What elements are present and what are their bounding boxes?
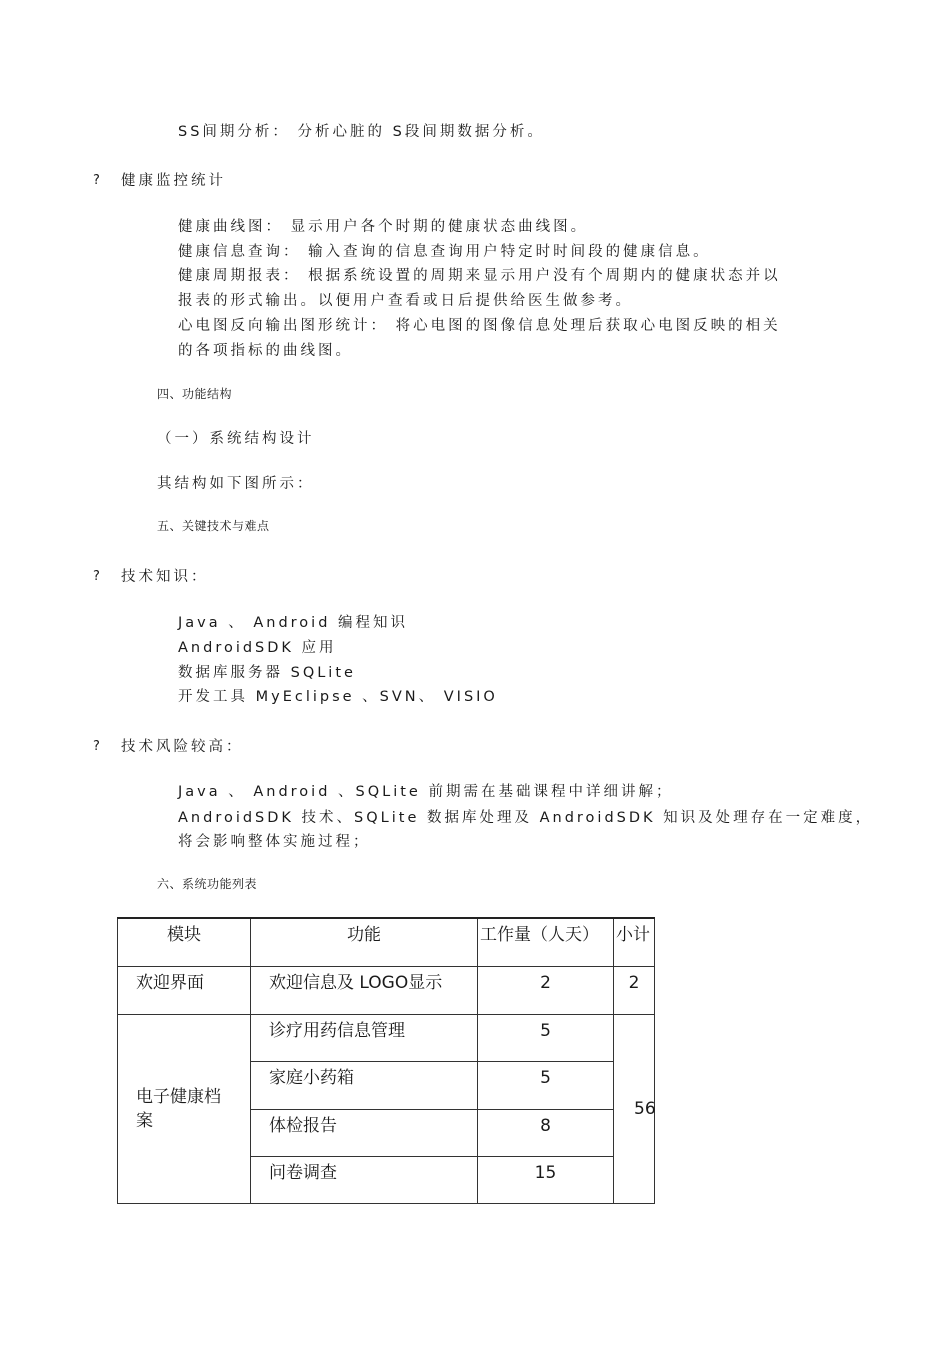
tech-risk-heading: 技术风险较高： <box>121 739 244 755</box>
table-header-row <box>118 918 655 966</box>
cell-module-ehr: 电子健康档案 <box>118 1014 251 1203</box>
header-function: 功能 <box>251 918 478 966</box>
cell-func: 家庭小药箱 <box>251 1061 478 1109</box>
risk-line-2: AndroidSDK 技术、SQLite 数据库处理及 AndroidSDK 知识及处理存在一定难度， <box>178 810 874 826</box>
section-5-heading: 五、关键技术与难点 <box>157 519 270 533</box>
risk-line-1: Java 、 Android 、SQLite 前期需在基础课程中详细讲解； <box>178 784 674 800</box>
header-workload: 工作量（人天） <box>478 918 614 966</box>
tech-item-sqlite: 数据库服务器 SQLite <box>178 665 356 681</box>
cell-work: 8 <box>478 1109 614 1156</box>
risk-line-3: 将会影响整体实施过程； <box>178 834 371 850</box>
bullet-marker: ? <box>93 739 100 754</box>
cell-func: 诊疗用药信息管理 <box>251 1014 478 1061</box>
bullet-marker: ? <box>93 173 100 188</box>
function-list-table <box>117 917 655 1204</box>
header-module: 模块 <box>118 918 251 966</box>
tech-item-sdk: AndroidSDK 应用 <box>178 640 337 656</box>
section-4-heading: 四、功能结构 <box>157 387 233 401</box>
health-report-line-2: 报表的形式输出。以便用户查看或日后提供给医生做参考。 <box>178 293 633 309</box>
header-subtotal: 小计 <box>614 918 655 966</box>
bullet-marker: ? <box>93 569 100 584</box>
section-6-heading: 六、系统功能列表 <box>157 877 258 891</box>
cell-func-welcome: 欢迎信息及 LOGO显示 <box>251 966 478 1014</box>
cell-work: 15 <box>478 1156 614 1203</box>
tech-knowledge-heading: 技术知识： <box>121 569 209 585</box>
table-row <box>118 966 655 1014</box>
health-query-line: 健康信息查询： 输入查询的信息查询用户特定时时间段的健康信息。 <box>178 244 711 260</box>
cell-work: 5 <box>478 1014 614 1061</box>
cell-func: 问卷调查 <box>251 1156 478 1203</box>
health-curve-line: 健康曲线图： 显示用户各个时期的健康状态曲线图。 <box>178 219 589 235</box>
ecg-line-1: 心电图反向输出图形统计： 将心电图的图像信息处理后获取心电图反映的相关 <box>178 318 781 334</box>
cell-module-welcome: 欢迎界面 <box>118 966 251 1014</box>
cell-func: 体检报告 <box>251 1109 478 1156</box>
table-row <box>118 1014 655 1061</box>
cell-work-welcome: 2 <box>478 966 614 1014</box>
tech-item-java-android: Java 、 Android 编程知识 <box>178 615 409 631</box>
ecg-line-2: 的各项指标的曲线图。 <box>178 343 353 359</box>
structure-caption: 其结构如下图所示： <box>157 476 315 492</box>
health-report-line-1: 健康周期报表： 根据系统设置的周期来显示用户没有个周期内的健康状态并以 <box>178 268 781 284</box>
cell-total-ehr: 56 <box>614 1014 655 1203</box>
ss-interval-line: SS间期分析： 分析心脏的 S段间期数据分析。 <box>178 124 545 140</box>
subsection-1-heading: （一）系统结构设计 <box>157 431 315 447</box>
cell-work: 5 <box>478 1061 614 1109</box>
tech-item-tools: 开发工具 MyEclipse 、SVN、 VISIO <box>178 689 498 705</box>
cell-total-welcome: 2 <box>614 966 655 1014</box>
health-monitor-heading: 健康监控统计 <box>121 173 226 189</box>
